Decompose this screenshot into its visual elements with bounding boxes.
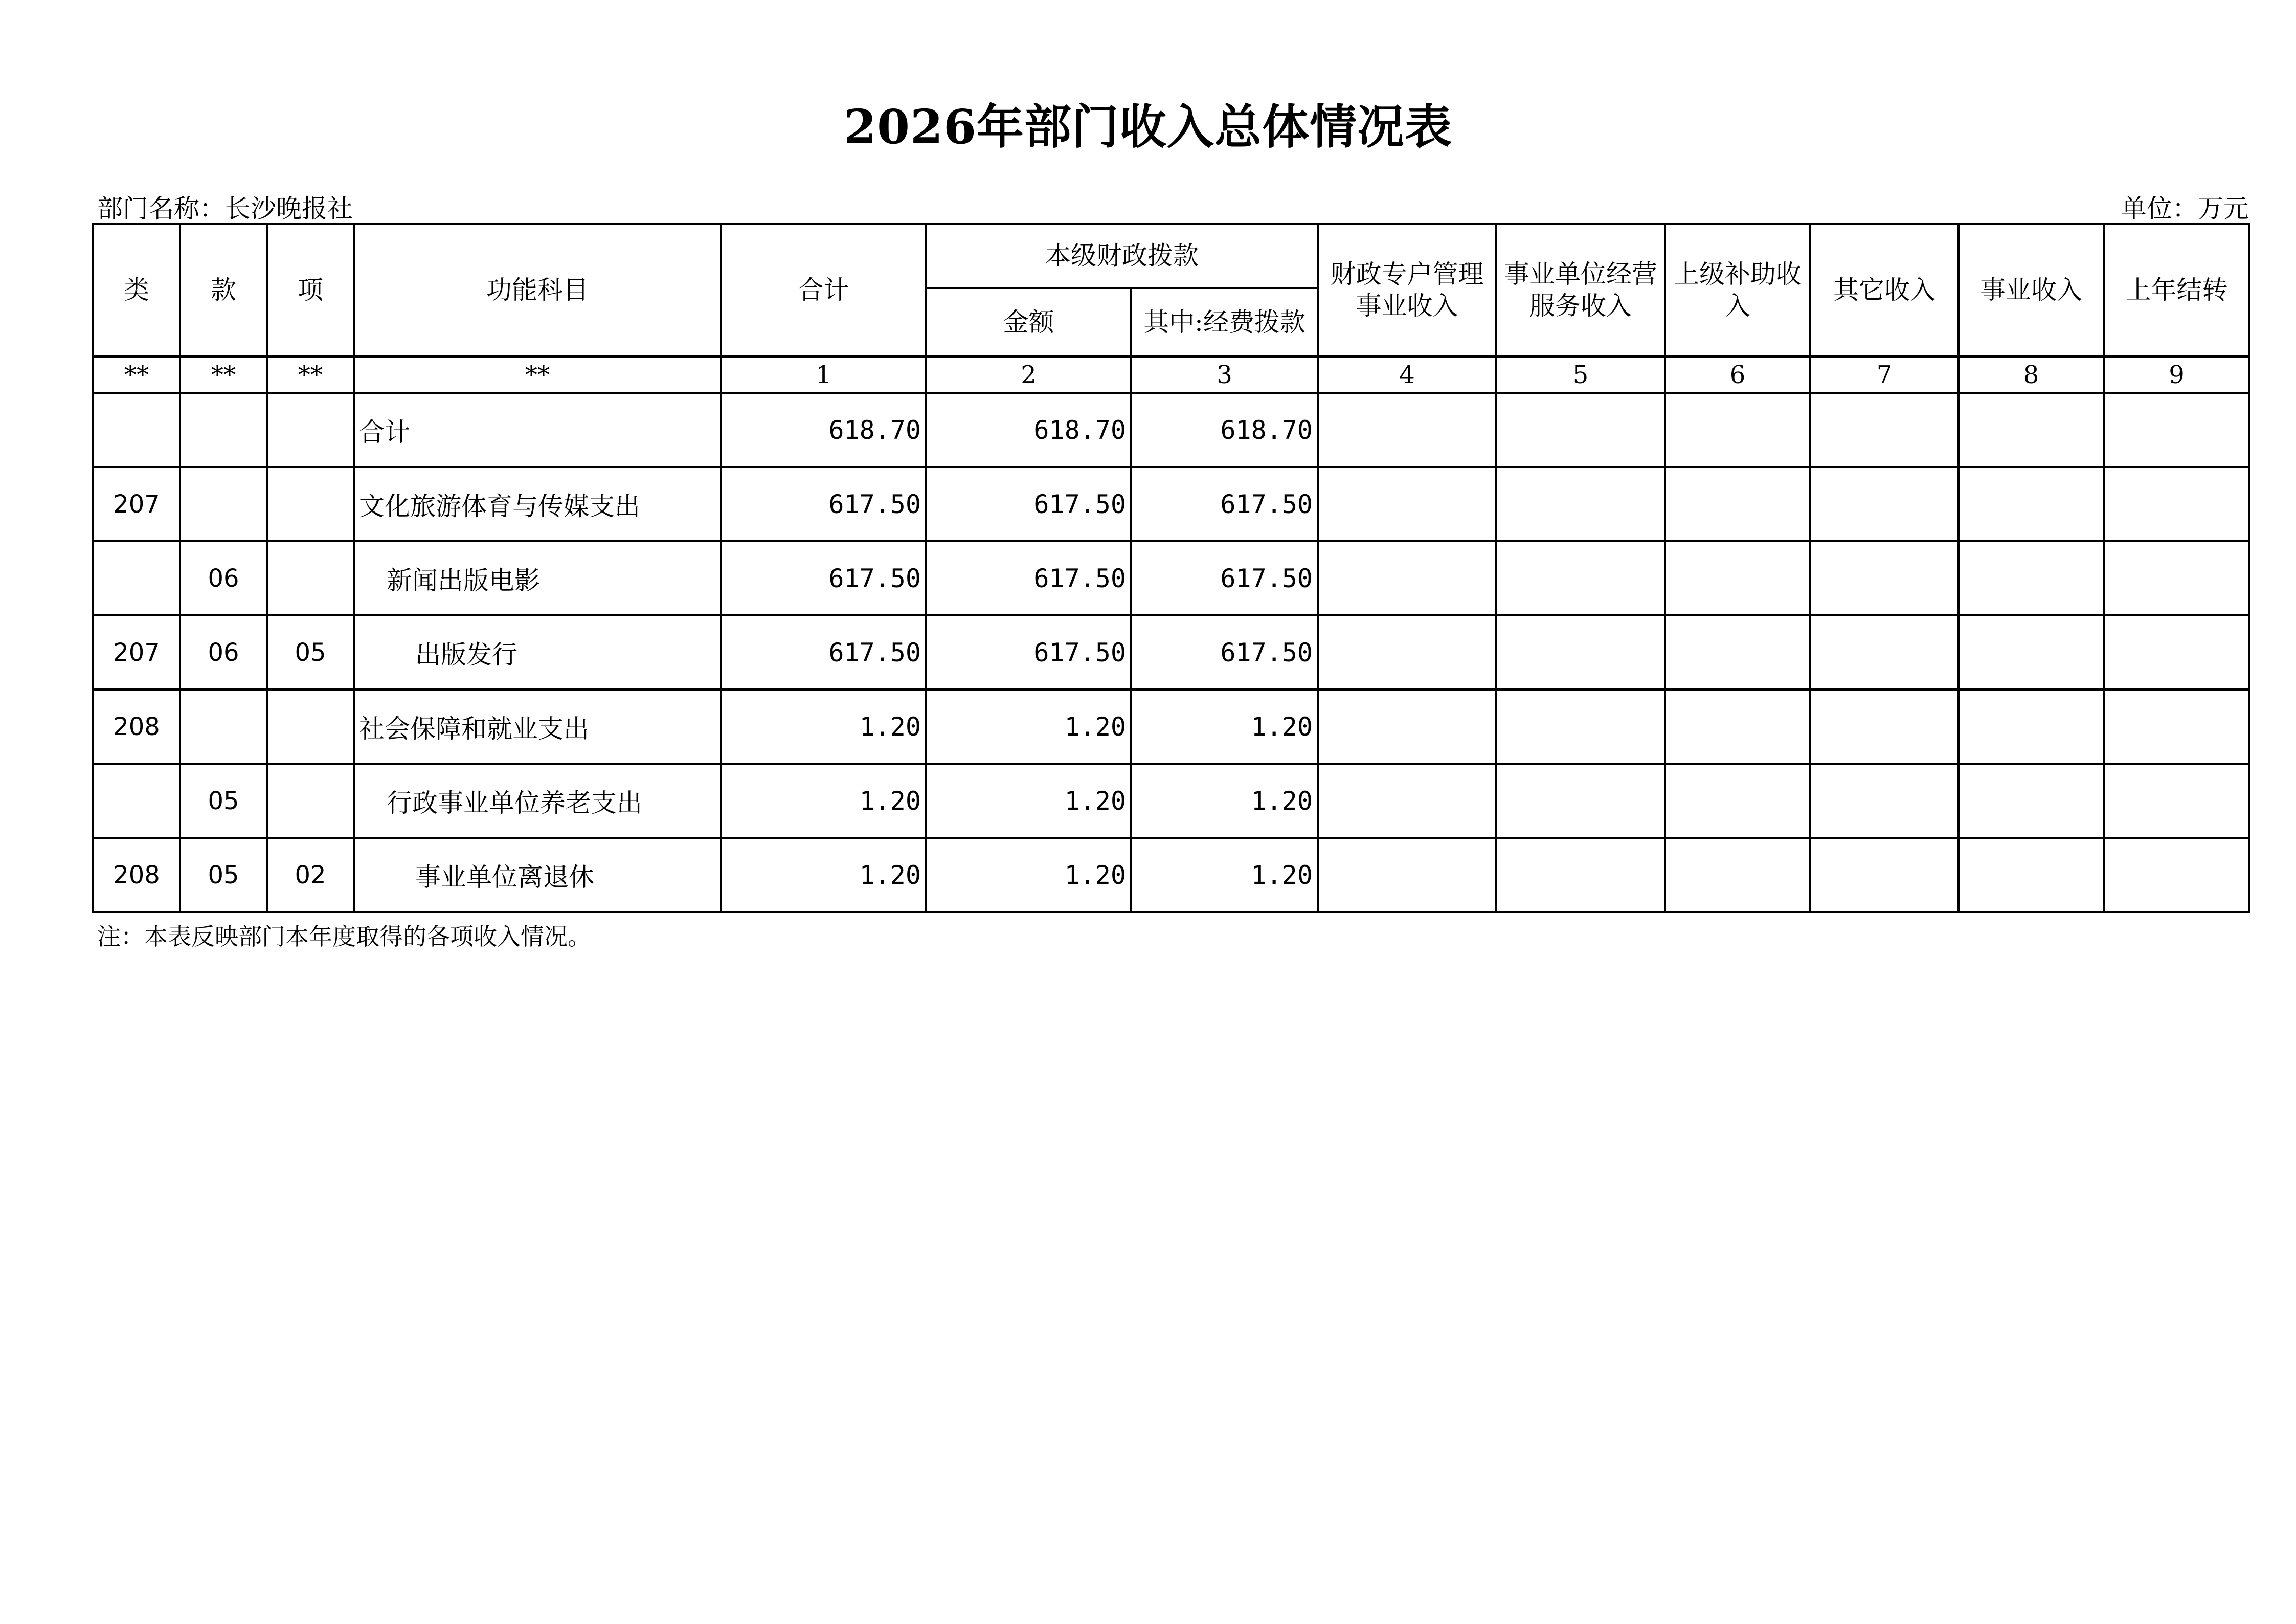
empty-cell — [1959, 689, 2104, 764]
kuan-cell: 06 — [180, 615, 267, 689]
table-row — [93, 615, 2249, 689]
empty-cell — [1810, 764, 1959, 838]
lei-cell: 208 — [93, 689, 180, 764]
index-cell: ** — [354, 357, 721, 393]
empty-cell — [1496, 838, 1665, 912]
amount-cell: 617.50 — [926, 615, 1131, 689]
header-func-subject: 功能科目 — [354, 224, 721, 357]
empty-cell — [1496, 393, 1665, 467]
header-of-which: 其中:经费拨款 — [1131, 288, 1318, 357]
index-cell: 3 — [1131, 357, 1318, 393]
subject-name-cell: 合计 — [354, 393, 721, 467]
empty-cell — [1496, 689, 1665, 764]
of-which-cell: 1.20 — [1131, 689, 1318, 764]
kuan-cell: 05 — [180, 838, 267, 912]
of-which-cell: 617.50 — [1131, 467, 1318, 541]
table-row — [93, 541, 2249, 615]
total-cell: 1.20 — [721, 764, 926, 838]
empty-cell — [1810, 838, 1959, 912]
index-cell: ** — [93, 357, 180, 393]
xiang-cell — [267, 393, 354, 467]
subject-name-cell: 出版发行 — [354, 615, 721, 689]
subject-name-cell: 行政事业单位养老支出 — [354, 764, 721, 838]
amount-cell: 617.50 — [926, 541, 1131, 615]
empty-cell — [1810, 615, 1959, 689]
of-which-cell: 617.50 — [1131, 615, 1318, 689]
empty-cell — [1810, 689, 1959, 764]
subject-name-cell: 文化旅游体育与传媒支出 — [354, 467, 721, 541]
table-row — [93, 467, 2249, 541]
index-cell: 2 — [926, 357, 1131, 393]
index-cell: 9 — [2104, 357, 2249, 393]
index-cell: 1 — [721, 357, 926, 393]
of-which-cell: 617.50 — [1131, 541, 1318, 615]
amount-cell: 1.20 — [926, 689, 1131, 764]
page-title: 2026年部门收入总体情况表 — [843, 99, 1453, 154]
amount-cell: 617.50 — [926, 467, 1131, 541]
header-xiang: 项 — [267, 224, 354, 357]
header-amount: 金额 — [926, 288, 1131, 357]
xiang-cell — [267, 689, 354, 764]
empty-cell — [1665, 393, 1810, 467]
income-table — [92, 223, 2250, 913]
header-col9: 上年结转 — [2104, 224, 2249, 357]
empty-cell — [1959, 541, 2104, 615]
amount-cell: 618.70 — [926, 393, 1131, 467]
header-col7: 其它收入 — [1810, 224, 1959, 357]
empty-cell — [1810, 541, 1959, 615]
empty-cell — [1665, 615, 1810, 689]
empty-cell — [1318, 615, 1496, 689]
empty-cell — [1318, 541, 1496, 615]
subject-name-cell: 新闻出版电影 — [354, 541, 721, 615]
total-cell: 1.20 — [721, 689, 926, 764]
empty-cell — [1318, 467, 1496, 541]
footnote: 注：本表反映部门本年度取得的各项收入情况。 — [97, 923, 591, 950]
index-cell: 8 — [1959, 357, 2104, 393]
unit-label: 单位：万元 — [2121, 194, 2249, 224]
total-cell: 618.70 — [721, 393, 926, 467]
total-cell: 617.50 — [721, 467, 926, 541]
empty-cell — [1318, 838, 1496, 912]
empty-cell — [1496, 541, 1665, 615]
header-kuan: 款 — [180, 224, 267, 357]
total-cell: 617.50 — [721, 541, 926, 615]
header-total: 合计 — [721, 224, 926, 357]
empty-cell — [1959, 615, 2104, 689]
index-cell: ** — [180, 357, 267, 393]
xiang-cell — [267, 764, 354, 838]
header-col4: 财政专户管理事业收入 — [1318, 224, 1496, 357]
empty-cell — [1959, 467, 2104, 541]
index-cell: 6 — [1665, 357, 1810, 393]
lei-cell — [93, 393, 180, 467]
empty-cell — [1318, 764, 1496, 838]
xiang-cell: 02 — [267, 838, 354, 912]
table-row — [93, 838, 2249, 912]
amount-cell: 1.20 — [926, 838, 1131, 912]
header-row-1 — [93, 224, 2249, 288]
empty-cell — [1318, 689, 1496, 764]
index-row — [93, 357, 2249, 393]
of-which-cell: 1.20 — [1131, 764, 1318, 838]
empty-cell — [2104, 615, 2249, 689]
total-cell: 617.50 — [721, 615, 926, 689]
empty-cell — [2104, 764, 2249, 838]
empty-cell — [2104, 838, 2249, 912]
kuan-cell — [180, 467, 267, 541]
subject-name-cell: 事业单位离退休 — [354, 838, 721, 912]
empty-cell — [1665, 467, 1810, 541]
empty-cell — [2104, 467, 2249, 541]
amount-cell: 1.20 — [926, 764, 1131, 838]
table-row — [93, 689, 2249, 764]
empty-cell — [1959, 764, 2104, 838]
empty-cell — [2104, 393, 2249, 467]
table-row-total — [93, 393, 2249, 467]
of-which-cell: 1.20 — [1131, 838, 1318, 912]
empty-cell — [1665, 689, 1810, 764]
kuan-cell — [180, 393, 267, 467]
kuan-cell — [180, 689, 267, 764]
header-col5: 事业单位经营服务收入 — [1496, 224, 1665, 357]
empty-cell — [1665, 838, 1810, 912]
total-cell: 1.20 — [721, 838, 926, 912]
empty-cell — [1959, 393, 2104, 467]
index-cell: 5 — [1496, 357, 1665, 393]
empty-cell — [1810, 393, 1959, 467]
header-fiscal-group: 本级财政拨款 — [926, 224, 1318, 288]
empty-cell — [1496, 467, 1665, 541]
table-row — [93, 764, 2249, 838]
lei-cell: 208 — [93, 838, 180, 912]
index-cell: ** — [267, 357, 354, 393]
empty-cell — [1959, 838, 2104, 912]
lei-cell: 207 — [93, 615, 180, 689]
lei-cell: 207 — [93, 467, 180, 541]
lei-cell — [93, 541, 180, 615]
index-cell: 7 — [1810, 357, 1959, 393]
index-cell: 4 — [1318, 357, 1496, 393]
header-col6: 上级补助收入 — [1665, 224, 1810, 357]
xiang-cell — [267, 541, 354, 615]
empty-cell — [1810, 467, 1959, 541]
lei-cell — [93, 764, 180, 838]
empty-cell — [1665, 764, 1810, 838]
empty-cell — [1665, 541, 1810, 615]
kuan-cell: 05 — [180, 764, 267, 838]
header-col8: 事业收入 — [1959, 224, 2104, 357]
xiang-cell — [267, 467, 354, 541]
empty-cell — [1318, 393, 1496, 467]
empty-cell — [1496, 615, 1665, 689]
of-which-cell: 618.70 — [1131, 393, 1318, 467]
empty-cell — [1496, 764, 1665, 838]
department-name: 部门名称：长沙晚报社 — [97, 194, 353, 224]
header-lei: 类 — [93, 224, 180, 357]
subject-name-cell: 社会保障和就业支出 — [354, 689, 721, 764]
kuan-cell: 06 — [180, 541, 267, 615]
empty-cell — [2104, 689, 2249, 764]
empty-cell — [2104, 541, 2249, 615]
xiang-cell: 05 — [267, 615, 354, 689]
